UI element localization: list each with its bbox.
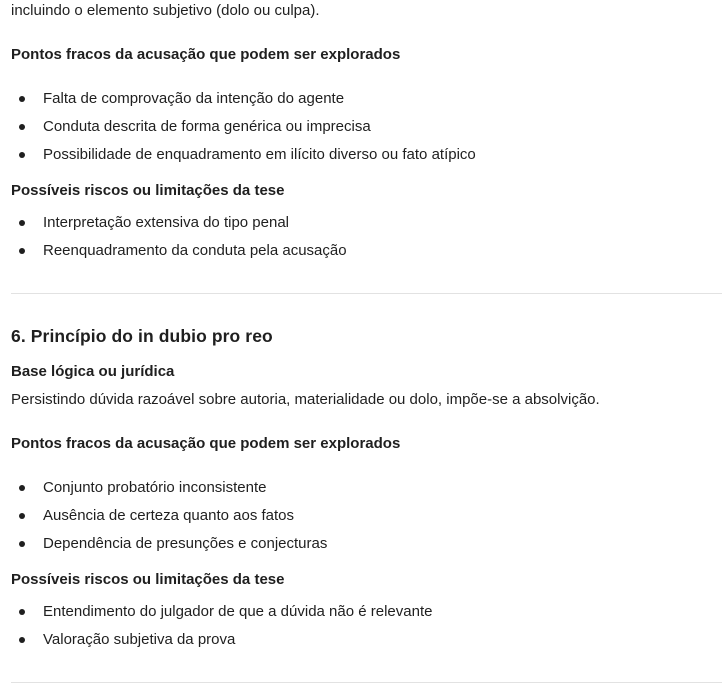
- section5-weak-points-heading: Pontos fracos da acusação que podem ser explorados: [11, 46, 401, 63]
- section6-risks-list: [11, 602, 432, 658]
- section6-weak-points-heading: Pontos fracos da acusação que podem ser explorados: [11, 435, 401, 452]
- section6-basis-text: Persistindo dúvida razoável sobre autoria, materialidade ou dolo, impõe-se a absolvição.: [11, 391, 600, 408]
- section-divider: [11, 682, 722, 683]
- list-item: Conduta descrita de forma genérica ou imprecisa: [11, 117, 476, 145]
- section5-risks-heading: Possíveis riscos ou limitações da tese: [11, 182, 285, 199]
- bullet-icon: [19, 541, 25, 547]
- section6-title: 6. Princípio do in dubio pro reo: [11, 326, 273, 346]
- bullet-icon: [19, 248, 25, 254]
- bullet-icon: [19, 124, 25, 130]
- section6-risks-heading: Possíveis riscos ou limitações da tese: [11, 571, 285, 588]
- list-item: Entendimento do julgador de que a dúvida não é relevante: [11, 602, 432, 630]
- list-item: Falta de comprovação da intenção do agente: [11, 89, 476, 117]
- list-item: Possibilidade de enquadramento em ilícito diverso ou fato atípico: [11, 145, 476, 173]
- list-item: Dependência de presunções e conjecturas: [11, 534, 327, 562]
- list-item: Conjunto probatório inconsistente: [11, 478, 327, 506]
- list-item: Ausência de certeza quanto aos fatos: [11, 506, 327, 534]
- bullet-icon: [19, 485, 25, 491]
- section6-basis-heading: Base lógica ou jurídica: [11, 363, 175, 380]
- section-divider: [11, 293, 722, 294]
- bullet-icon: [19, 152, 25, 158]
- intro-paragraph: incluindo o elemento subjetivo (dolo ou culpa).: [11, 2, 320, 19]
- bullet-icon: [19, 513, 25, 519]
- section5-risks-list: [11, 213, 347, 269]
- list-item: Interpretação extensiva do tipo penal: [11, 213, 347, 241]
- bullet-icon: [19, 96, 25, 102]
- section5-weak-points-list: [11, 89, 476, 173]
- list-item: Valoração subjetiva da prova: [11, 630, 432, 658]
- bullet-icon: [19, 637, 25, 643]
- bullet-icon: [19, 220, 25, 226]
- section6-weak-points-list: [11, 478, 327, 562]
- document-content: [11, 0, 722, 684]
- list-item: Reenquadramento da conduta pela acusação: [11, 241, 347, 269]
- bullet-icon: [19, 609, 25, 615]
